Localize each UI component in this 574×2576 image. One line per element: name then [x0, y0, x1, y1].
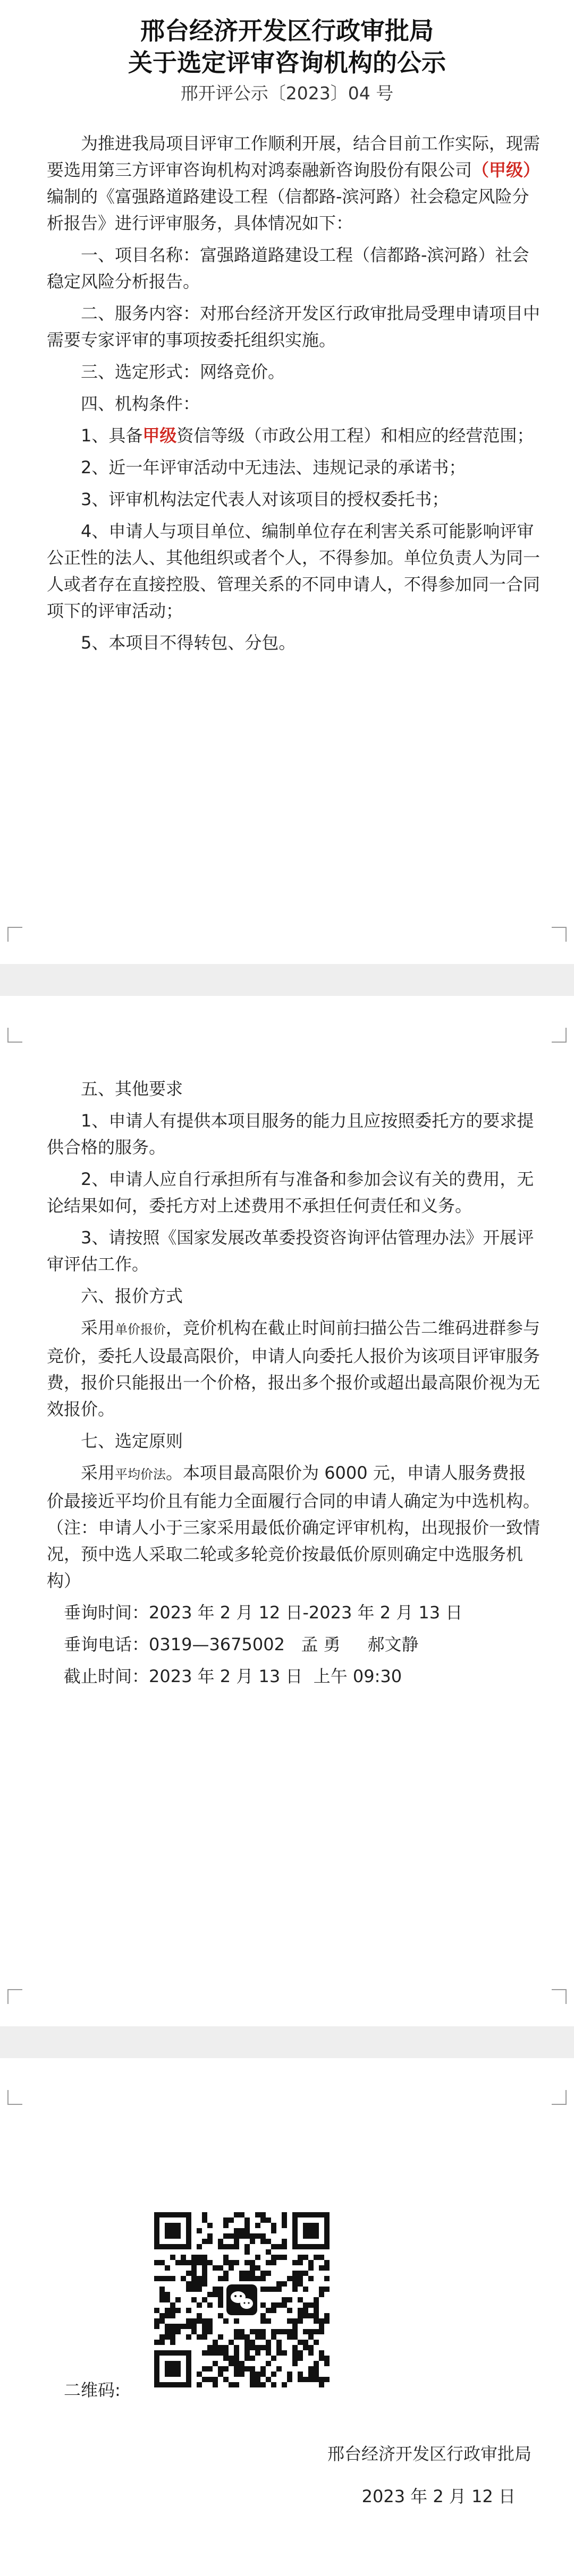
- page-separator: [0, 2026, 574, 2058]
- intro-text-before: 为推进我局项目评审工作顺利开展，结合目前工作实际，现需要选用第三方评审咨询机构对鸿泰融新咨询股份有限公司: [47, 133, 541, 180]
- page-title-line1: 邢台经济开发区行政审批局: [140, 16, 434, 45]
- page-corner-mark: [7, 927, 22, 942]
- page-separator: [0, 964, 574, 996]
- requirement-3: 3、请按照《国家发展改革委投资咨询评估管理办法》开展评审评估工作。: [47, 1227, 534, 1274]
- document-page-1: [0, 0, 574, 964]
- wechat-icon: [226, 2284, 257, 2315]
- principle-paragraph: [47, 1460, 541, 1594]
- item-selection-principle: 七、选定原则: [81, 1431, 183, 1451]
- page-corner-mark: [552, 927, 567, 942]
- qr-code[interactable]: [154, 2212, 330, 2387]
- requirement-2: 2、申请人应自行承担所有与准备和参加会议有关的费用，无论结果如何，委托方对上述费用不承担任何责任和义务。: [47, 1169, 534, 1216]
- page-corner-mark: [7, 2090, 22, 2105]
- document-page-3: [0, 2058, 574, 2576]
- condition-1-highlight: 甲级: [142, 425, 177, 446]
- quote-paragraph: [47, 1315, 541, 1422]
- intro-paragraph: [47, 130, 541, 236]
- condition-1-after: 资信等级（市政公用工程）和相应的经营范围；: [176, 425, 534, 446]
- condition-1: [47, 422, 541, 449]
- signature-date: 2023 年 2 月 12 日: [361, 2486, 516, 2506]
- item-other-requirements: 五、其他要求: [81, 1079, 183, 1099]
- principle-prefix: 采用: [81, 1463, 115, 1483]
- intro-grade-highlight: （甲级）: [472, 160, 541, 180]
- consult-phone: 垂询电话：0319—3675002 孟 勇 郝文静: [64, 1634, 419, 1654]
- document-number: 邢开评公示〔2023〕04 号: [180, 83, 394, 104]
- page1-body: [47, 130, 541, 661]
- page-corner-mark: [552, 2090, 567, 2105]
- item-selection-form: 三、选定形式：网络竞价。: [81, 362, 285, 382]
- page-corner-mark: [7, 1028, 22, 1043]
- item-conditions-heading: 四、机构条件：: [81, 394, 200, 414]
- page2-body: [47, 1076, 541, 1695]
- page-corner-mark: [7, 1989, 22, 2004]
- document-page-2: [0, 996, 574, 2026]
- qr-code-label: 二维码:: [64, 2380, 121, 2400]
- consult-time: 垂询时间：2023 年 2 月 12 日-2023 年 2 月 13 日: [64, 1602, 463, 1623]
- quote-text: ，竞价机构在截止时间前扫描公告二维码进群参与竞价，委托人设最高限价，申请人向委托人报价为该项目评审服务费，报价只能报出一个价格，报出多个报价或超出最高限价视为无效报价。: [47, 1318, 541, 1419]
- page-corner-mark: [552, 1989, 567, 2004]
- principle-text: 。本项目最高限价为 6000 元，申请人服务费报价最接近平均价且有能力全面履行合同的申请人确定为中选机构。（注：申请人小于三家采用最低价确定评审机构，出现报价一致情况，预中选人采取二轮或多轮竞价按最低价原则确定中选服务机构）: [47, 1463, 541, 1591]
- deadline-time: 截止时间：2023 年 2 月 13 日 上午 09:30: [64, 1666, 402, 1686]
- condition-1-before: 1、具备: [81, 425, 143, 446]
- quote-method-name: 单价报价: [115, 1322, 166, 1337]
- item-project-name: 一、项目名称：富强路道路建设工程（信都路-滨河路）社会稳定风险分析报告。: [47, 245, 529, 292]
- page-title-line2: 关于选定评审咨询机构的公示: [128, 48, 446, 77]
- quote-prefix: 采用: [81, 1318, 115, 1338]
- condition-3: 3、评审机构法定代表人对该项目的授权委托书；: [81, 489, 449, 509]
- condition-5: 5、本项目不得转包、分包。: [81, 633, 296, 653]
- intro-text-after: 编制的《富强路道路建设工程（信都路-滨河路）社会稳定风险分析报告》进行评审服务，具体情况如下：: [47, 186, 529, 233]
- principle-method-name: 平均价法: [115, 1467, 166, 1482]
- item-quote-method: 六、报价方式: [81, 1286, 183, 1306]
- condition-4: 4、申请人与项目单位、编制单位存在利害关系可能影响评审公正性的法人、其他组织或者个人，不得参加。单位负责人为同一人或者存在直接控股、管理关系的不同申请人，不得参加同一合同项下的评审活动；: [47, 521, 541, 621]
- qr-code-icon[interactable]: [154, 2212, 330, 2387]
- condition-2: 2、近一年评审活动中无违法、违规记录的承诺书；: [81, 457, 466, 477]
- item-service-content: 二、服务内容：对邢台经济开发区行政审批局受理申请项目中需要专家评审的事项按委托组织实施。: [47, 303, 541, 350]
- signature-organization: 邢台经济开发区行政审批局: [327, 2444, 531, 2464]
- requirement-1: 1、申请人有提供本项目服务的能力且应按照委托方的要求提供合格的服务。: [47, 1111, 534, 1157]
- page-corner-mark: [552, 1028, 567, 1043]
